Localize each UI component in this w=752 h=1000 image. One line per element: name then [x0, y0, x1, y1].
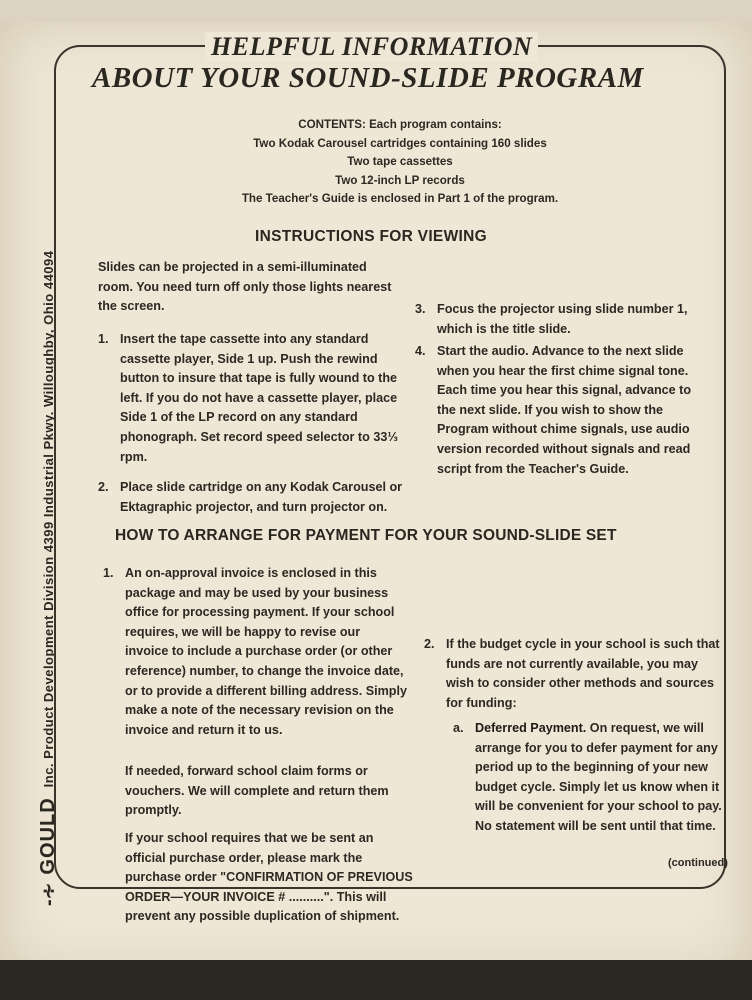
viewing-step-4: Start the audio. Advance to the next slide when you hear the first chime signal tone. Each time you hear this signal, advance to the next slide. If you wish to show the Program without chime signals, use audio version recorded without signals and read script from the Teacher's Guide.	[437, 344, 692, 476]
contents-line: The Teacher's Guide is enclosed in Part 1 of the program.	[241, 192, 559, 206]
gould-logo-icon: -∻	[38, 882, 60, 906]
payment-item-2: If the budget cycle in your school is such that funds are not currently available, you may wish to consider other methods and sources for funding:	[446, 637, 720, 710]
item-number: 1.	[103, 566, 114, 580]
viewing-intro: Slides can be projected in a semi-illuminated room. You need turn off only those lights nearest the screen.	[98, 260, 392, 314]
publisher-address: Inc. Product Development Division 4399 Industrial Pkwy. Willoughby, Ohio 44094	[41, 250, 56, 788]
contents-line: Two tape cassettes	[347, 155, 453, 169]
viewing-step-3: Focus the projector using slide number 1, which is the title slide.	[437, 302, 688, 336]
payment-claim-forms: If needed, forward school claim forms or vouchers. We will complete and return them promptly.	[125, 764, 389, 818]
background-paper-edge	[0, 0, 752, 22]
step-number: 2.	[98, 480, 109, 494]
contents-block	[150, 116, 650, 209]
payment-heading: HOW TO ARRANGE FOR PAYMENT FOR YOUR SOUND-SLIDE SET	[115, 527, 617, 544]
payment-item-2a	[475, 719, 725, 837]
brand-name: GOULD	[37, 797, 59, 875]
item-number: 2.	[424, 637, 435, 651]
deferred-payment-title: Deferred Payment.	[475, 721, 587, 735]
contents-line: CONTENTS: Each program contains:	[298, 118, 502, 131]
payment-purchase-order: If your school requires that we be sent an official purchase order, please mark the purchase order "CONFIRMATION OF PREVIOUS ORDER—YOUR INVOICE # ..........". This will prevent any possible duplication of shipment.	[125, 831, 413, 924]
viewing-step-2: Place slide cartridge on any Kodak Carousel or Ektagraphic projector, and turn projector on.	[120, 480, 403, 514]
title-line-1: HELPFUL INFORMATION	[205, 32, 538, 62]
viewing-step-1: Insert the tape cassette into any standard cassette player, Side 1 up. Push the rewind button to insure that tape is fully wound to the left. If you do not have a cassette player, place Side 1 of the LP record on any standard phonograph. Set record speed selector to 33⅓ rpm.	[120, 332, 398, 464]
contents-line: Two Kodak Carousel cartridges containing 160 slides	[253, 136, 547, 150]
step-number: 4.	[415, 344, 426, 358]
item-letter: a.	[453, 721, 464, 735]
step-number: 3.	[415, 302, 426, 316]
title-line-2: ABOUT YOUR SOUND-SLIDE PROGRAM	[92, 62, 644, 94]
deferred-payment-text: On request, we will arrange for you to defer payment for any period up to the beginning of your new budget cycle. Simply let us know when it will be convenient for your school to pay. No statement will be sent until that time.	[475, 721, 722, 833]
continued-note: (continued)	[668, 857, 728, 869]
viewing-heading: INSTRUCTIONS FOR VIEWING	[255, 228, 487, 245]
payment-item-1: An on-approval invoice is enclosed in this package and may be used by your business office for processing payment. If your school requires, we will be happy to revise our invoice to include a purchase order (or other reference) number, to change the invoice date, or to provide a different billing address. Simply make a note of the necessary revision on the invoice and return it to us.	[125, 566, 408, 737]
step-number: 1.	[98, 332, 109, 346]
contents-line: Two 12-inch LP records	[335, 173, 465, 187]
table-surface	[0, 960, 752, 1000]
